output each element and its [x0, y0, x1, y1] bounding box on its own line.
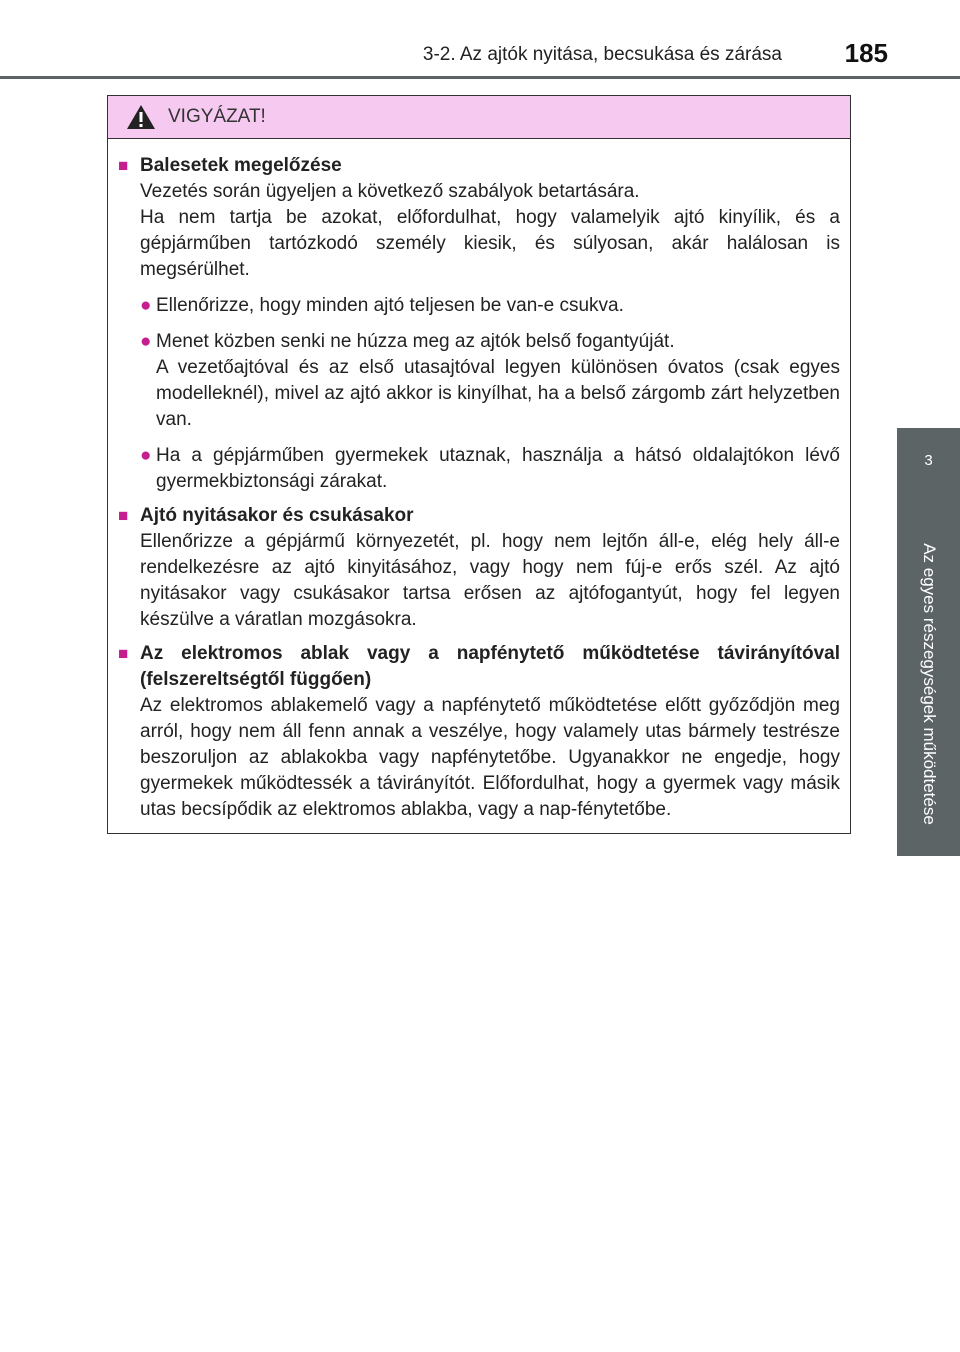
circle-bullet-icon: ●: [140, 445, 152, 466]
list-item: ● Ha a gépjárműben gyermekek utaznak, használja a hátsó oldalajtókon lévő gyermekbiztonsági zárakat.: [140, 443, 840, 495]
square-bullet-icon: ■: [118, 506, 129, 525]
section-heading: Ajtó nyitásakor és csukásakor: [140, 505, 414, 526]
chapter-label-tab: [897, 512, 960, 856]
section-text: Az elektromos ablakemelő vagy a napfénytető működtetése előtt győződjön meg arról, hogy nem áll fenn annak a veszélye, hogy valamely utas bármely testrésze beszoruljon az ablakokba vagy napfénytetőbe. Ugyanakkor ne engedje, hogy gyermekek működtessék a távirányítót. Előfordulhat, hogy a gyermek vagy másik utas becsípődik az elektromos ablakba, vagy a nap-fénytetőbe.: [140, 695, 840, 820]
chapter-label: Az egyes részegységek működtetése: [919, 543, 939, 825]
square-bullet-icon: ■: [118, 644, 129, 663]
warning-triangle-icon: [126, 104, 156, 130]
header-title: 3-2. Az ajtók nyitása, becsukása és zárása: [422, 44, 782, 65]
section-intro: Vezetés során ügyeljen a következő szabályok betartására.: [140, 181, 640, 202]
warning-header: [108, 96, 850, 139]
section-accident-prevention: [118, 153, 840, 495]
circle-bullet-icon: ●: [140, 331, 152, 352]
circle-bullet-icon: ●: [140, 295, 152, 316]
section-heading: Balesetek megelőzése: [140, 155, 342, 176]
section-text: Ellenőrizze a gépjármű környezetét, pl. hogy nem lejtőn áll-e, elég hely áll-e rendelkezésre az ajtó kinyitásához, vagy hogy nem fúj-e erős szél. Az ajtó nyitásakor vagy csukásakor tartsa erősen az ajtófogantyút, hogy fel legyen készülve a váratlan mozgásokra.: [140, 531, 840, 630]
section-text: Ha nem tartja be azokat, előfordulhat, hogy valamelyik ajtó kinyílik, és a gépjárműben tartózkodó személy kiesik, és súlyosan, akár halálosan is megsérülhet.: [140, 207, 840, 280]
warning-box: [107, 95, 851, 834]
warning-title: VIGYÁZAT!: [168, 106, 266, 127]
section-door-opening: [118, 503, 840, 633]
square-bullet-icon: ■: [118, 156, 129, 175]
list-item: ● Menet közben senki ne húzza meg az ajtók belső fogantyúját. A vezetőajtóval és az első utasajtóval legyen különösen óvatos (csak egyes modelleknél), mivel az ajtó akkor is kinyílhat, ha a belső zárgomb zárt helyzetben van.: [140, 329, 840, 433]
warning-body: [108, 139, 850, 823]
section-heading: Az elektromos ablak vagy a napfénytető működtetése távirányítóval (felszereltségtől függően): [140, 643, 840, 690]
header-divider: [0, 76, 960, 79]
page-number: 185: [844, 38, 888, 68]
list-item: ● Ellenőrizze, hogy minden ajtó teljesen be van-e csukva.: [140, 293, 840, 319]
chapter-tab: 3: [897, 428, 960, 512]
section-remote-window: [118, 641, 840, 823]
